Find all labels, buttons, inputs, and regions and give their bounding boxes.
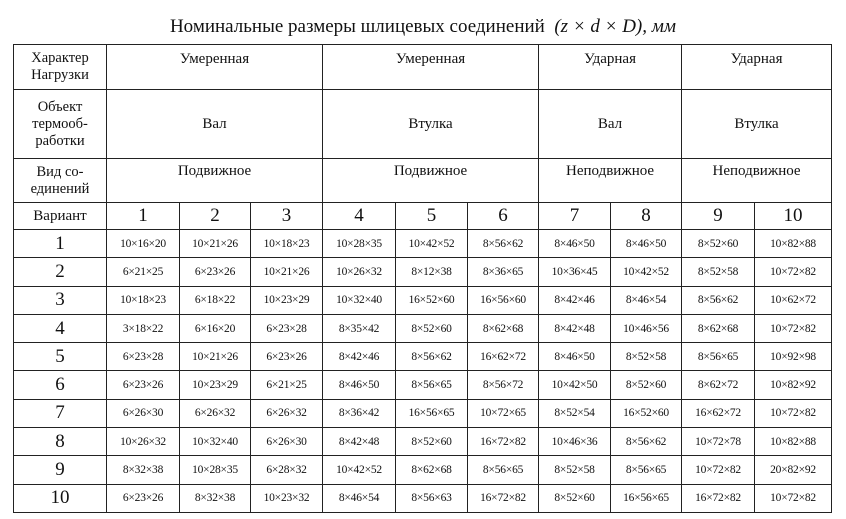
spline-size-cell: 10×72×82 [755, 314, 832, 342]
spline-size-cell: 10×23×29 [180, 371, 251, 399]
spline-size-cell: 8×52×58 [611, 343, 682, 371]
table-row [14, 343, 832, 371]
spline-size-cell: 8×52×60 [396, 428, 468, 456]
row-number: 1 [14, 230, 107, 258]
spline-size-cell: 6×23×26 [107, 484, 180, 512]
spline-size-cell: 16×52×60 [611, 399, 682, 427]
spline-size-cell: 8×56×63 [396, 484, 468, 512]
object-group: Втулка [682, 90, 832, 159]
spline-size-cell: 6×23×28 [251, 314, 323, 342]
spline-size-cell: 8×42×46 [539, 286, 611, 314]
table-row [14, 230, 832, 258]
row-number: 8 [14, 428, 107, 456]
variant-number: 7 [539, 203, 611, 230]
spline-size-cell: 10×36×45 [539, 258, 611, 286]
spline-size-cell: 8×56×62 [396, 343, 468, 371]
data-rows [14, 230, 832, 513]
spline-size-cell: 16×72×82 [682, 484, 755, 512]
spline-size-cell: 6×23×26 [251, 343, 323, 371]
table-row [14, 428, 832, 456]
spline-size-cell: 8×35×42 [323, 314, 396, 342]
table-title [0, 16, 846, 38]
joint-group: Неподвижное [539, 159, 682, 203]
spline-size-cell: 6×26×30 [251, 428, 323, 456]
load-group: Умеренная [107, 45, 323, 90]
object-row [14, 90, 832, 159]
spline-size-cell: 10×72×65 [468, 399, 539, 427]
spline-size-cell: 6×23×26 [180, 258, 251, 286]
spline-size-cell: 8×46×50 [323, 371, 396, 399]
spline-size-cell: 6×21×25 [251, 371, 323, 399]
load-label: Характер Нагрузки [14, 45, 107, 90]
variant-number: 5 [396, 203, 468, 230]
spline-size-cell: 16×56×60 [468, 286, 539, 314]
spline-size-cell: 6×26×32 [180, 399, 251, 427]
spline-size-cell: 20×82×92 [755, 456, 832, 484]
spline-size-cell: 8×42×48 [539, 314, 611, 342]
spline-size-cell: 10×82×92 [755, 371, 832, 399]
spline-size-cell: 10×32×40 [180, 428, 251, 456]
spline-size-cell: 8×52×60 [539, 484, 611, 512]
spline-size-cell: 10×21×26 [251, 258, 323, 286]
load-row [14, 45, 832, 90]
spline-size-cell: 8×32×38 [107, 456, 180, 484]
spline-size-cell: 8×62×68 [468, 314, 539, 342]
variant-number: 1 [107, 203, 180, 230]
spline-size-cell: 8×46×54 [611, 286, 682, 314]
spline-size-cell: 8×42×46 [323, 343, 396, 371]
spline-size-cell: 8×46×50 [539, 230, 611, 258]
spline-size-cell: 6×28×32 [251, 456, 323, 484]
variant-label: Вариант [14, 203, 107, 230]
variant-number: 9 [682, 203, 755, 230]
row-number: 10 [14, 484, 107, 512]
variant-row [14, 203, 832, 230]
spline-size-cell: 8×56×62 [468, 230, 539, 258]
row-number: 7 [14, 399, 107, 427]
table-row [14, 399, 832, 427]
joint-group: Неподвижное [682, 159, 832, 203]
variant-number: 10 [755, 203, 832, 230]
spline-size-cell: 6×21×25 [107, 258, 180, 286]
spline-size-cell: 10×72×82 [755, 258, 832, 286]
spline-size-cell: 8×32×38 [180, 484, 251, 512]
spline-size-cell: 8×46×50 [611, 230, 682, 258]
spline-size-cell: 10×46×56 [611, 314, 682, 342]
spline-size-cell: 10×72×78 [682, 428, 755, 456]
table-row [14, 456, 832, 484]
row-number: 4 [14, 314, 107, 342]
variant-number: 3 [251, 203, 323, 230]
spline-size-cell: 10×26×32 [323, 258, 396, 286]
spline-size-cell: 8×62×68 [682, 314, 755, 342]
spline-size-cell: 8×56×65 [468, 456, 539, 484]
spline-size-cell: 8×52×54 [539, 399, 611, 427]
spline-size-cell: 16×56×65 [396, 399, 468, 427]
spline-size-cell: 10×26×32 [107, 428, 180, 456]
spline-size-cell: 8×36×42 [323, 399, 396, 427]
row-number: 5 [14, 343, 107, 371]
spline-size-cell: 16×72×82 [468, 484, 539, 512]
joint-label: Вид со- единений [14, 159, 107, 203]
spline-size-cell: 8×52×60 [611, 371, 682, 399]
spline-size-cell: 16×72×82 [468, 428, 539, 456]
spline-size-cell: 8×56×65 [396, 371, 468, 399]
spline-size-cell: 6×23×26 [107, 371, 180, 399]
table-row [14, 314, 832, 342]
spline-size-cell: 8×52×60 [682, 230, 755, 258]
spline-size-cell: 10×72×82 [755, 399, 832, 427]
load-group: Ударная [539, 45, 682, 90]
spline-size-cell: 10×82×88 [755, 428, 832, 456]
joint-group: Подвижное [323, 159, 539, 203]
spline-size-cell: 6×23×28 [107, 343, 180, 371]
object-group: Вал [539, 90, 682, 159]
row-number: 6 [14, 371, 107, 399]
spline-size-cell: 8×56×65 [682, 343, 755, 371]
spline-size-cell: 10×42×50 [539, 371, 611, 399]
spline-size-cell: 8×62×68 [396, 456, 468, 484]
spline-size-cell: 16×62×72 [682, 399, 755, 427]
variant-number: 8 [611, 203, 682, 230]
load-group: Ударная [682, 45, 832, 90]
spline-size-cell: 10×18×23 [251, 230, 323, 258]
spline-size-cell: 10×42×52 [611, 258, 682, 286]
spline-size-cell: 8×52×58 [539, 456, 611, 484]
spline-size-cell: 8×56×62 [682, 286, 755, 314]
table-row [14, 258, 832, 286]
spline-size-cell: 10×72×82 [682, 456, 755, 484]
spline-size-cell: 10×21×26 [180, 230, 251, 258]
spline-size-cell: 6×18×22 [180, 286, 251, 314]
spline-size-cell: 8×36×65 [468, 258, 539, 286]
object-group: Втулка [323, 90, 539, 159]
spline-size-cell: 6×16×20 [180, 314, 251, 342]
spline-size-cell: 16×62×72 [468, 343, 539, 371]
spline-size-cell: 16×52×60 [396, 286, 468, 314]
variant-number: 4 [323, 203, 396, 230]
variant-number: 6 [468, 203, 539, 230]
spline-size-cell: 8×12×38 [396, 258, 468, 286]
spline-size-cell: 10×28×35 [180, 456, 251, 484]
title-unit: , мм [642, 16, 677, 37]
spline-size-cell: 8×56×62 [611, 428, 682, 456]
object-label: Объект термооб- работки [14, 90, 107, 159]
row-number: 9 [14, 456, 107, 484]
spline-size-cell: 10×42×52 [396, 230, 468, 258]
joint-row [14, 159, 832, 203]
spline-size-cell: 8×56×72 [468, 371, 539, 399]
table-row [14, 484, 832, 512]
spline-size-cell: 6×26×32 [251, 399, 323, 427]
spline-size-cell: 10×62×72 [755, 286, 832, 314]
spline-size-cell: 6×26×30 [107, 399, 180, 427]
table-row [14, 286, 832, 314]
spline-size-cell: 10×82×88 [755, 230, 832, 258]
spline-size-cell: 10×32×40 [323, 286, 396, 314]
spline-size-cell: 10×16×20 [107, 230, 180, 258]
row-number: 3 [14, 286, 107, 314]
spline-size-cell: 3×18×22 [107, 314, 180, 342]
spline-size-cell: 10×28×35 [323, 230, 396, 258]
spline-size-cell: 10×23×29 [251, 286, 323, 314]
title-formula: (z × d × D) [554, 16, 643, 37]
row-number: 2 [14, 258, 107, 286]
table-row [14, 371, 832, 399]
spline-size-cell: 8×46×50 [539, 343, 611, 371]
spline-size-cell: 10×72×82 [755, 484, 832, 512]
spline-size-cell: 10×21×26 [180, 343, 251, 371]
joint-group: Подвижное [107, 159, 323, 203]
spline-size-cell: 8×62×72 [682, 371, 755, 399]
spline-size-cell: 8×56×65 [611, 456, 682, 484]
load-group: Умеренная [323, 45, 539, 90]
spline-size-cell: 8×42×48 [323, 428, 396, 456]
spline-size-cell: 10×92×98 [755, 343, 832, 371]
spline-sizes-table [13, 44, 832, 513]
title-text: Номинальные размеры шлицевых соединений [169, 16, 545, 37]
spline-size-cell: 10×23×32 [251, 484, 323, 512]
spline-size-cell: 10×42×52 [323, 456, 396, 484]
spline-size-cell: 10×46×36 [539, 428, 611, 456]
spline-size-cell: 16×56×65 [611, 484, 682, 512]
spline-size-cell: 8×52×58 [682, 258, 755, 286]
variant-number: 2 [180, 203, 251, 230]
object-group: Вал [107, 90, 323, 159]
spline-size-cell: 8×52×60 [396, 314, 468, 342]
spline-size-cell: 10×18×23 [107, 286, 180, 314]
spline-size-cell: 8×46×54 [323, 484, 396, 512]
